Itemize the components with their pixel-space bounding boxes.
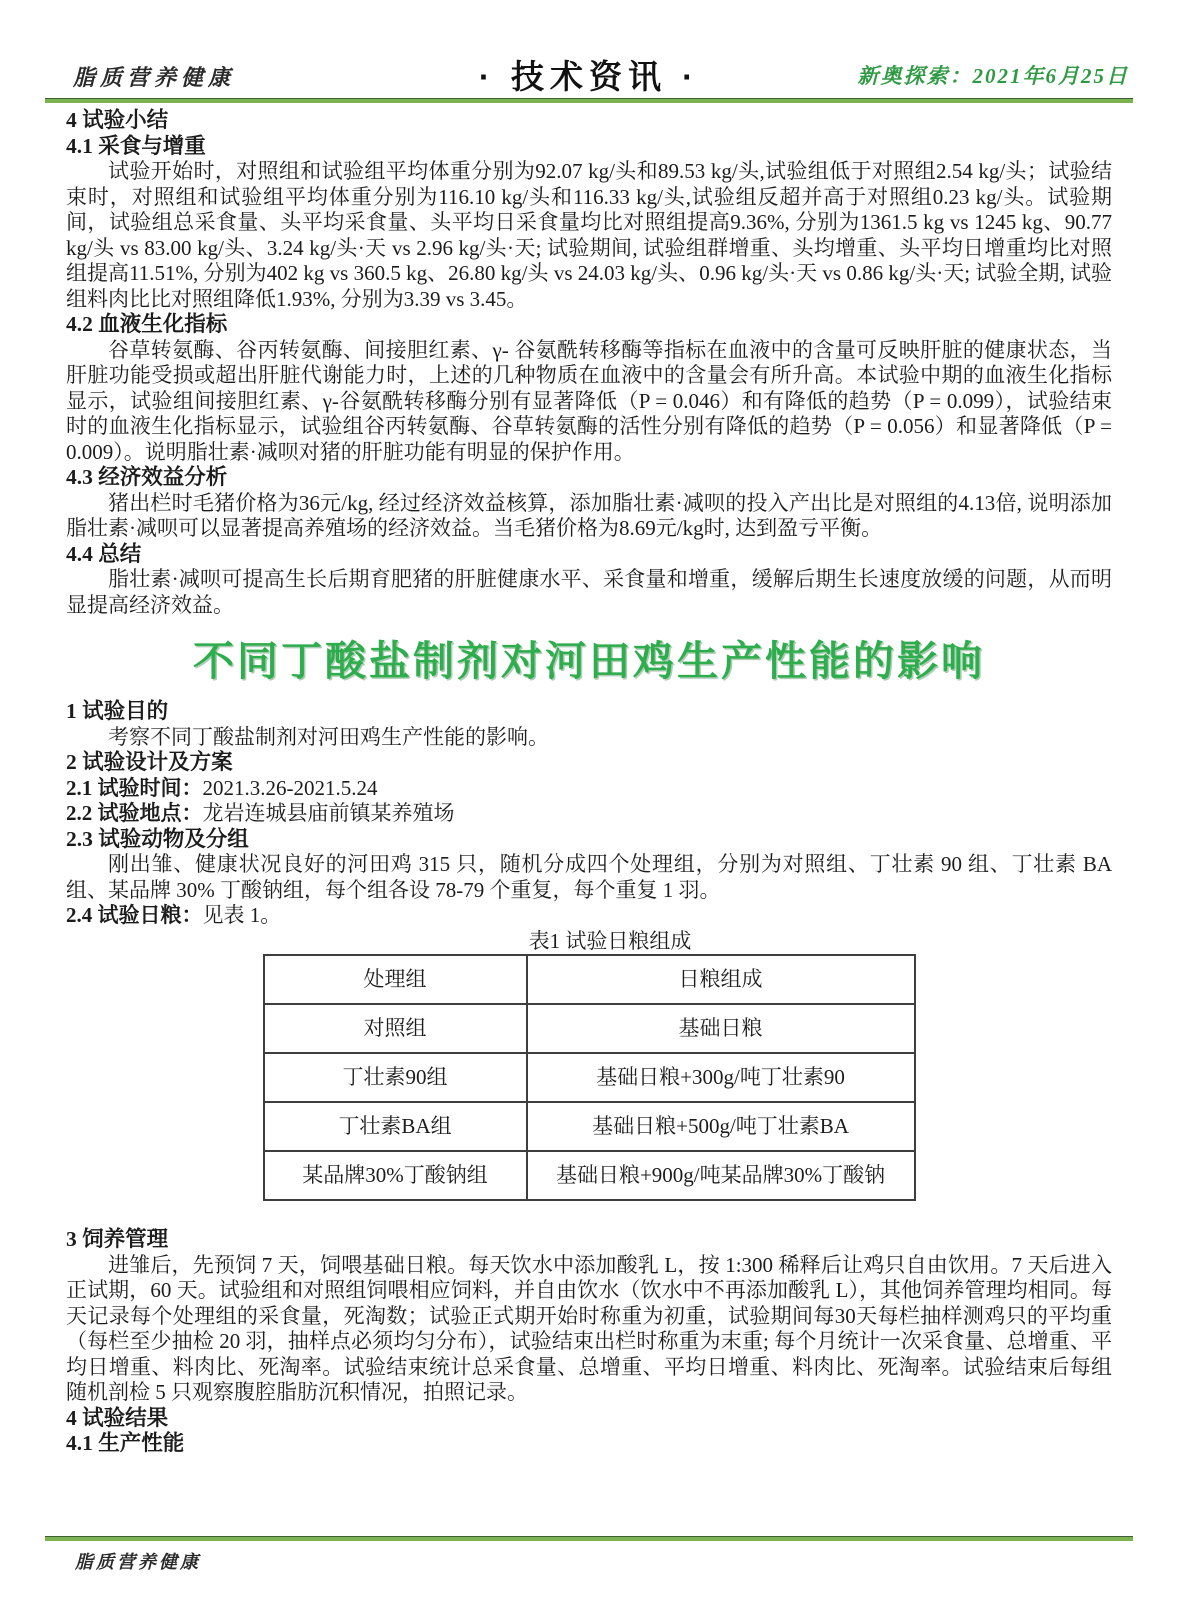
- page-footer: [45, 1536, 1133, 1586]
- section-heading-results: 4 试验结果: [66, 1405, 169, 1430]
- table-cell-group: 丁壮素BA组: [264, 1102, 527, 1151]
- paragraph-intake-gain: 试验开始时，对照组和试验组平均体重分别为92.07 kg/头和89.53 kg/头,试验组低于对照组2.54 kg/头；试验结束时，对照组和试验组平均体重分别为116.10 kg/头和116.33 kg/头,试验组反超并高于对照组0.23 kg/头。试验期间，试验组总采食量、头平均采食量、头平均日采食量均比对照组提高9.36%, 分别为1361.5 kg vs 1245 kg、90.77 kg/头 vs 83.00 kg/头、3.24 kg/头·天 vs 2.96 kg/头·天; 试验期间, 试验组群增重、头均增重、头平均日增重均比对照组提高11.51%, 分别为402 kg vs 360.5 kg、26.80 kg/头 vs 24.03 kg/头、0.96 kg/头·天 vs 0.86 kg/头·天; 试验全期, 试验组料肉比比对照组降低1.93%, 分别为3.39 vs 3.45。: [66, 159, 1112, 311]
- trial-site-label: 2.2 试验地点：: [66, 801, 203, 825]
- paragraph-economics: 猪出栏时毛猪价格为36元/kg, 经过经济效益核算，添加脂壮素·减呗的投入产出比是对照组的4.13倍, 说明添加脂壮素·减呗可以显著提高养殖场的经济效益。当毛猪价格为8.69元/kg时, 达到盈亏平衡。: [66, 490, 1112, 540]
- table-cell-group: 某品牌30%丁酸钠组: [264, 1151, 527, 1200]
- section-heading-intake-gain: 4.1 采食与增重: [66, 133, 206, 158]
- section-heading-blood: 4.2 血液生化指标: [66, 312, 228, 336]
- section-heading-design: 2 试验设计及方案: [66, 750, 233, 774]
- table-caption: 表1 试验日粮组成: [528, 928, 692, 953]
- section-heading-economics: 4.3 经济效益分析: [66, 465, 228, 489]
- paragraph-purpose: 考察不同丁酸盐制剂对河田鸡生产性能的影响。: [108, 724, 549, 749]
- section-heading-conclusion: 4.4 总结: [66, 541, 142, 566]
- trial-site-value: 龙岩连城县庙前镇某养殖场: [202, 801, 455, 825]
- line-trial-site: [66, 801, 1112, 827]
- issue-date: 新奥探索：2021年6月25日: [857, 64, 1129, 88]
- header-rule: [45, 98, 1133, 103]
- column-title: · 技术资讯 ·: [478, 58, 700, 95]
- table-header-cell-group: 处理组: [264, 955, 527, 1004]
- table-cell-diet: 基础日粮+500g/吨丁壮素BA: [527, 1102, 915, 1151]
- journal-name-footer: 脂质营养健康: [75, 1552, 201, 1572]
- trial-time-label: 2.1 试验时间：: [66, 775, 203, 800]
- page-content: [66, 108, 1112, 1457]
- paragraph-management: 进雏后，先预饲 7 天，饲喂基础日粮。每天饮水中添加酸乳 L，按 1:300 稀释后让鸡只自由饮用。7 天后进入正试期，60 天。试验组和对照组饲喂相应饲料，并自由饮水（饮水中不再添加酸乳 L），其他饲养管理均相同。每天记录每个处理组的采食量，死淘数；试验正式期开始时称重为初重，试验期间每30天每栏抽样测鸡只的平均重（每栏至少抽检 20 羽，抽样点必须均匀分布），试验结束出栏时称重为末重; 每个月统计一次采食量、总增重、平均日增重、料肉比、死淘率。试验结束统计总采食量、总增重、平均日增重、料肉比、死淘率。试验结束后每组随机剖检 5 只观察腹腔脂肪沉积情况，拍照记录。: [66, 1252, 1112, 1404]
- table-row: [264, 1004, 915, 1053]
- article-title: 不同丁酸盐制剂对河田鸡生产性能的影响: [193, 638, 985, 684]
- table-row: [264, 1151, 915, 1200]
- trial-time-value: 2021.3.26-2021.5.24: [202, 775, 378, 800]
- section-heading-performance: 4.1 生产性能: [66, 1431, 185, 1455]
- table-header-row: [264, 955, 915, 1004]
- diet-composition-table: [263, 954, 916, 1201]
- section-heading-summary: 4 试验小结: [66, 108, 169, 132]
- table-cell-diet: 基础日粮+900g/吨某品牌30%丁酸钠: [527, 1151, 915, 1200]
- journal-name-header: 脂质营养健康: [73, 65, 236, 90]
- paragraph-blood: 谷草转氨酶、谷丙转氨酶、间接胆红素、γ- 谷氨酰转移酶等指标在血液中的含量可反映肝脏的健康状态，当肝脏功能受损或超出肝脏代谢能力时，上述的几种物质在血液中的含量会有所升高。本试验中期的血液生化指标显示，试验组间接胆红素、γ-谷氨酰转移酶分别有显著降低（P = 0.046）和有降低的趋势（P = 0.099），试验结束时的血液生化指标显示，试验组谷丙转氨酶、谷草转氨酶的活性分别有降低的趋势（P = 0.056）和显著降低（P = 0.009）。说明脂壮素·减呗对猪的肝脏功能有明显的保护作用。: [66, 337, 1112, 464]
- table-row: [264, 1102, 915, 1151]
- paragraph-animals: 刚出雏、健康状况良好的河田鸡 315 只，随机分成四个处理组，分别为对照组、丁壮素 90 组、丁壮素 BA 组、某品牌 30% 丁酸钠组，每个组各设 78-79 个重复，每个重复 1 羽。: [66, 852, 1112, 902]
- table-cell-group: 对照组: [264, 1004, 527, 1053]
- table-header-cell-diet: 日粮组成: [527, 955, 915, 1004]
- line-trial-time: [66, 776, 1112, 802]
- page-header: [45, 50, 1133, 98]
- trial-diet-label: 2.4 试验日粮：: [66, 903, 203, 927]
- section-heading-management: 3 饲养管理: [66, 1227, 169, 1251]
- section-heading-purpose: 1 试验目的: [66, 699, 169, 723]
- table-row: [264, 1053, 915, 1102]
- table-cell-diet: 基础日粮+300g/吨丁壮素90: [527, 1053, 915, 1102]
- trial-diet-value: 见表 1。: [202, 903, 282, 927]
- section-heading-animals: 2.3 试验动物及分组: [66, 826, 249, 851]
- footer-rule: [45, 1536, 1133, 1541]
- table-cell-group: 丁壮素90组: [264, 1053, 527, 1102]
- table-cell-diet: 基础日粮: [527, 1004, 915, 1053]
- line-trial-diet: [66, 903, 1112, 929]
- paragraph-conclusion: 脂壮素·减呗可提高生长后期育肥猪的肝脏健康水平、采食量和增重，缓解后期生长速度放缓的问题，从而明显提高经济效益。: [66, 567, 1112, 617]
